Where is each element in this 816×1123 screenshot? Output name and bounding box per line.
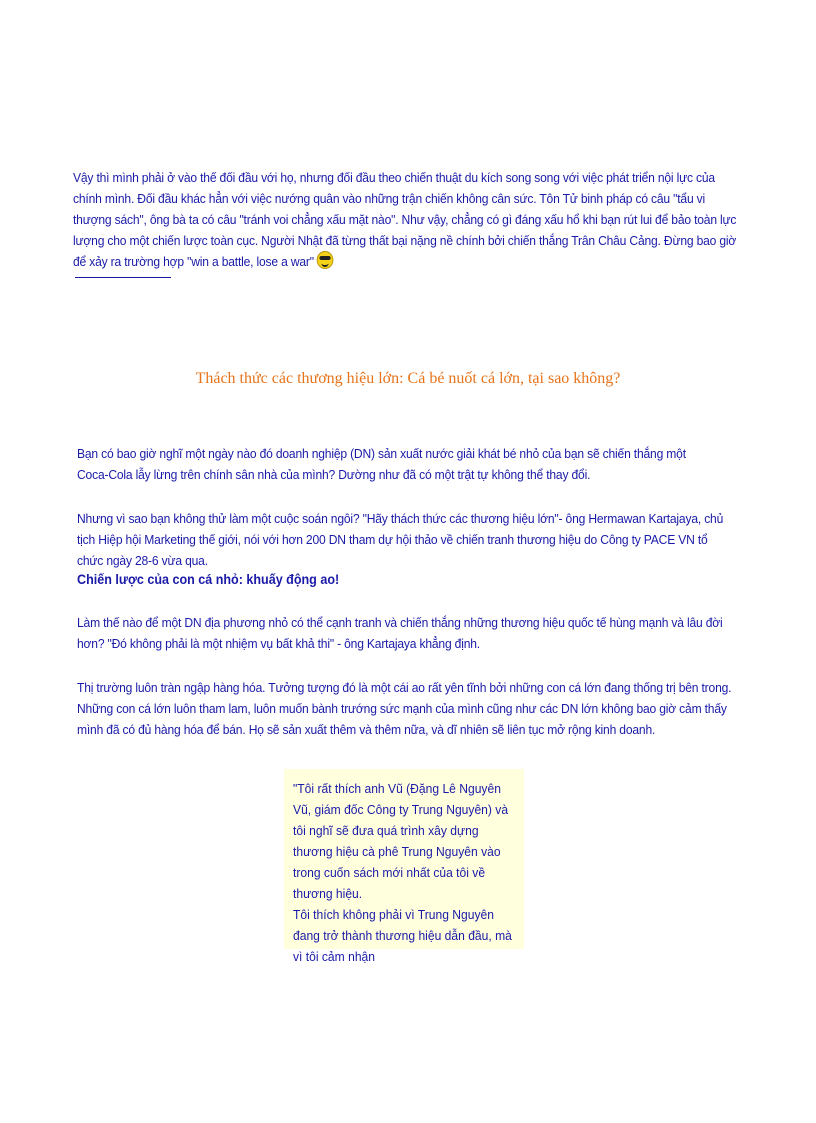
quote-paragraph-2: Tôi thích không phải vì Trung Nguyên đang trở thành thương hiệu dẫn đầu, mà vì tôi cảm nhận: [293, 907, 512, 964]
separator-line: [75, 277, 171, 278]
section-heading: Chiến lược của con cá nhỏ: khuấy động ao!: [77, 572, 340, 587]
article-paragraph-1: Bạn có bao giờ nghĩ một ngày nào đó doanh nghiệp (DN) sản xuất nước giải khát bé nhỏ của bạn sẽ chiến thắng một Coca-Cola lẫy lừng trên chính sân nhà của mình? Dường như đã có một trật tự không thể thay đổi.: [77, 446, 686, 482]
article-paragraph-4: Thị trường luôn tràn ngập hàng hóa. Tưởng tượng đó là một cái ao rất yên tĩnh bởi những con cá lớn đang thống trị bên trong. Những con cá lớn luôn tham lam, luôn muốn bành trướng sức mạnh của mình cũng như các DN lớn không bao giờ cảm thấy mình đã có đủ hàng hóa để bán. Họ sẽ sản xuất thêm và thêm nữa, và dĩ nhiên sẽ liên tục mở rộng kinh doanh.: [77, 680, 732, 737]
quote-box: [284, 769, 524, 964]
article-title: Thách thức các thương hiệu lớn: Cá bé nuốt cá lớn, tại sao không?: [195, 370, 621, 387]
article-paragraph-2: Nhưng vì sao bạn không thử làm một cuộc soán ngôi? "Hãy thách thức các thương hiệu lớn"- ông Hermawan Kartajaya, chủ tịch Hiệp hội Marketing thế giới, nói với hơn 200 DN tham dự hội thảo về chiến tranh thương hiệu do Công ty PACE VN tổ chức ngày 28-6 vừa qua.: [77, 511, 724, 568]
cool-smiley-icon: [317, 251, 334, 269]
quote-paragraph-1: "Tôi rất thích anh Vũ (Đặng Lê Nguyên Vũ, giám đốc Công ty Trung Nguyên) và tôi nghĩ sẽ đưa quá trình xây dựng thương hiệu cà phê Trung Nguyên vào trong cuốn sách mới nhất của tôi về thương hiệu.: [293, 781, 509, 901]
intro-paragraph: [73, 167, 743, 272]
article-paragraph-3: Làm thế nào để một DN địa phương nhỏ có thể cạnh tranh và chiến thắng những thương hiệu quốc tế hùng mạnh và lâu đời hơn? "Đó không phải là một nhiệm vụ bất khả thi" - ông Kartajaya khẳng định.: [77, 615, 723, 651]
intro-text: Vậy thì mình phải ở vào thế đối đầu với họ, nhưng đối đầu theo chiến thuật du kích song song với việc phát triển nội lực của chính mình. Đối đầu khác hẳn với việc nướng quân vào những trận chiến không cân sức. Tôn Tử binh pháp có câu "tẩu vi thượng sách", ông bà ta có câu "tránh voi chẳng xấu mặt nào". Như vậy, chẳng có gì đáng xấu hổ khi bạn rút lui để bảo toàn lực lượng cho một chiến lược toàn cục. Người Nhật đã từng thất bại nặng nề chính bởi chiến thắng Trân Châu Cảng. Đừng bao giờ để xảy ra trường hợp "win a battle, lose a war": [73, 170, 737, 269]
